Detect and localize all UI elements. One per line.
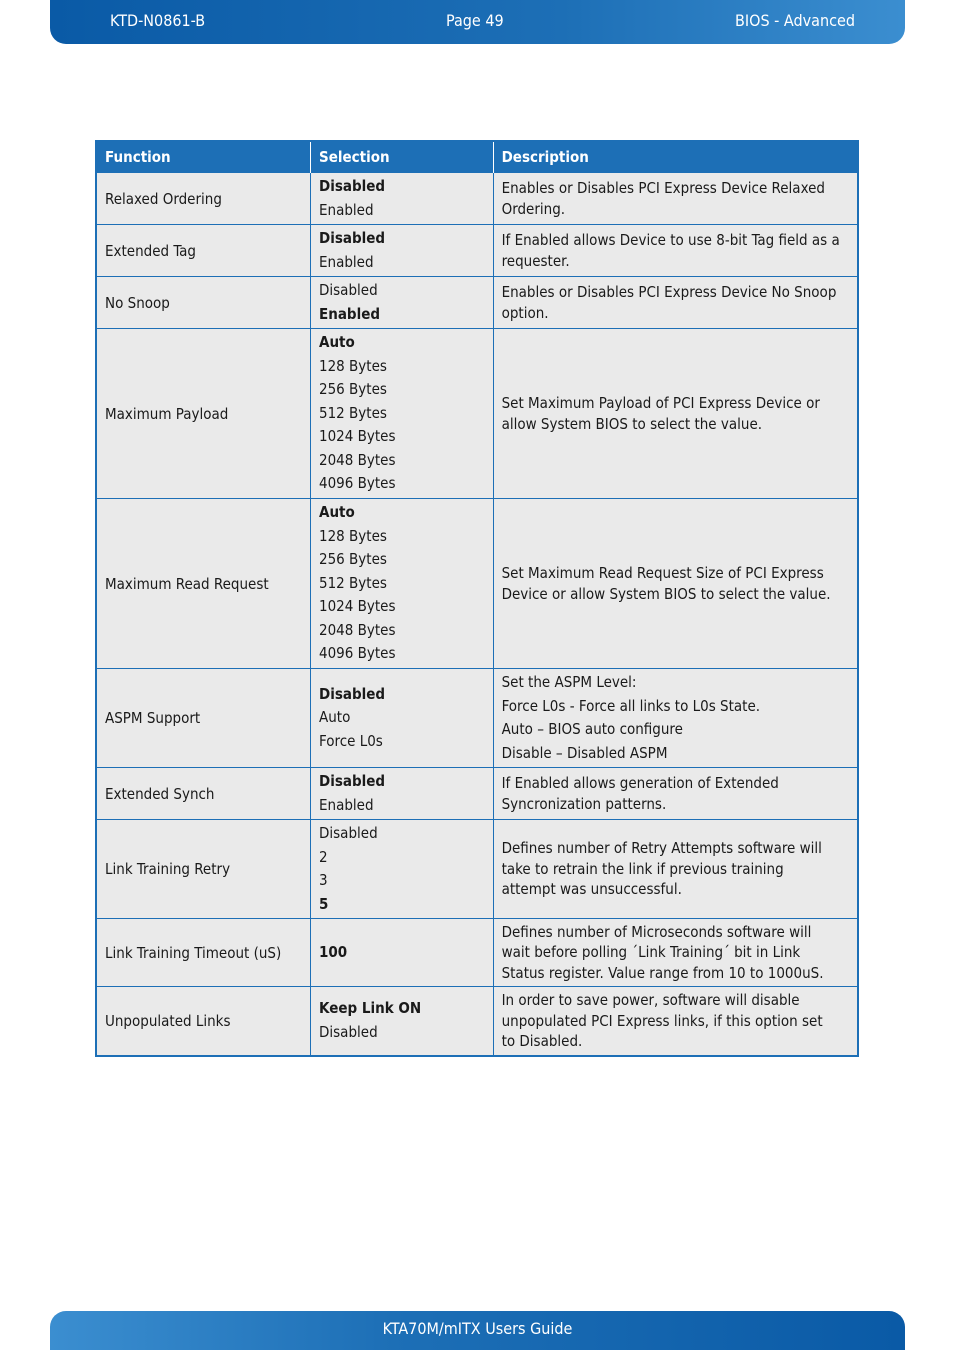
selection-option	[319, 941, 485, 965]
description-cell	[493, 987, 858, 1056]
description-line: Enables or Disables PCI Express Device Relaxed	[501, 179, 825, 197]
document-id: KTD-N0861-B	[110, 11, 206, 30]
selection-cell	[311, 499, 494, 669]
selection-option: 2048 Bytes	[319, 620, 396, 639]
table-row	[96, 277, 858, 329]
description-cell	[493, 820, 858, 919]
selection-option	[319, 893, 485, 917]
description-line: Auto – BIOS auto configure	[501, 720, 683, 738]
table-row	[96, 499, 858, 669]
footer-title: KTA70M/mITX Users Guide	[382, 1319, 573, 1338]
selection-option: 4096 Bytes	[319, 474, 396, 493]
function-cell: ASPM Support	[96, 669, 311, 768]
selection-option: Disabled	[319, 824, 378, 842]
default-option: Auto	[319, 503, 355, 522]
description-line: allow System BIOS to select the value.	[501, 414, 763, 433]
description-cell	[493, 277, 858, 329]
selection-option: Enabled	[319, 200, 374, 219]
function-cell: Unpopulated Links	[96, 987, 311, 1056]
selection-option: 512 Bytes	[319, 403, 387, 422]
function-cell: Extended Synch	[96, 768, 311, 820]
default-option: Enabled	[319, 304, 381, 323]
description-line: requester.	[501, 251, 570, 270]
selection-option	[319, 997, 485, 1021]
table-body	[96, 173, 858, 1056]
selection-option	[319, 175, 485, 199]
table-row	[96, 225, 858, 277]
page-number: Page 49	[446, 11, 504, 30]
selection-option: 256 Bytes	[319, 380, 387, 399]
default-option: Keep Link ON	[319, 999, 422, 1018]
selection-cell	[311, 277, 494, 329]
default-option: Disabled	[319, 772, 386, 790]
table-row	[96, 329, 858, 499]
selection-cell	[311, 987, 494, 1056]
column-header-description: Description	[493, 141, 858, 173]
description-cell	[493, 173, 858, 225]
selection-cell	[311, 329, 494, 499]
description-line: In order to save power, software will disable	[501, 991, 800, 1009]
selection-option: 128 Bytes	[319, 356, 387, 375]
function-cell: Relaxed Ordering	[96, 173, 311, 225]
selection-option	[319, 303, 485, 327]
function-cell: Link Training Timeout (uS)	[96, 919, 311, 987]
selection-option	[319, 683, 485, 707]
function-cell: Maximum Payload	[96, 329, 311, 499]
selection-option: 256 Bytes	[319, 550, 387, 569]
default-option: Auto	[319, 333, 355, 352]
description-line: If Enabled allows Device to use 8-bit Tag field as a	[501, 231, 840, 249]
description-line: Ordering.	[501, 199, 566, 218]
description-line: unpopulated PCI Express links, if this option set	[501, 1011, 823, 1030]
selection-cell	[311, 669, 494, 768]
description-cell	[493, 669, 858, 768]
selection-option	[319, 770, 485, 794]
selection-option: 4096 Bytes	[319, 644, 396, 663]
table-row	[96, 173, 858, 225]
selection-option: 1024 Bytes	[319, 597, 396, 616]
default-option: Disabled	[319, 229, 386, 247]
default-option: 5	[319, 894, 329, 913]
selection-cell	[311, 820, 494, 919]
function-cell: Maximum Read Request	[96, 499, 311, 669]
selection-option	[319, 331, 485, 355]
description-line: Set Maximum Read Request Size of PCI Express	[501, 564, 824, 582]
selection-option: 3	[319, 871, 328, 889]
function-cell: No Snoop	[96, 277, 311, 329]
selection-cell	[311, 173, 494, 225]
selection-option	[319, 227, 485, 251]
selection-option: Disabled	[319, 1022, 378, 1041]
column-header-function: Function	[96, 141, 311, 173]
description-cell	[493, 499, 858, 669]
description-line: Defines number of Microseconds software will	[501, 922, 812, 941]
table-row	[96, 669, 858, 768]
selection-option: 128 Bytes	[319, 526, 387, 545]
table-row	[96, 768, 858, 820]
table-header-row	[96, 141, 858, 173]
description-line: Syncronization patterns.	[501, 794, 667, 813]
function-cell: Link Training Retry	[96, 820, 311, 919]
selection-option: 2048 Bytes	[319, 450, 396, 469]
description-line: Enables or Disables PCI Express Device No Snoop	[501, 283, 837, 301]
table-row	[96, 820, 858, 919]
selection-option: Enabled	[319, 252, 374, 271]
selection-option: Force L0s	[319, 731, 383, 750]
selection-option: Auto	[319, 708, 351, 727]
default-option: Disabled	[319, 684, 386, 703]
selection-option: 512 Bytes	[319, 573, 387, 592]
description-cell	[493, 329, 858, 499]
selection-option: 2	[319, 847, 328, 866]
description-line: Defines number of Retry Attempts software will	[501, 839, 822, 858]
selection-option: Enabled	[319, 795, 374, 814]
page-header	[50, 0, 905, 44]
selection-cell	[311, 919, 494, 987]
description-line: Device or allow System BIOS to select the value.	[501, 584, 831, 603]
section-title: BIOS - Advanced	[735, 11, 855, 30]
description-cell	[493, 225, 858, 277]
description-line: option.	[501, 303, 549, 322]
default-option: Disabled	[319, 177, 386, 195]
selection-option	[319, 501, 485, 525]
selection-option: Disabled	[319, 281, 378, 299]
table-row	[96, 987, 858, 1056]
description-cell	[493, 768, 858, 820]
description-cell	[493, 919, 858, 987]
page-footer	[50, 1311, 905, 1350]
column-header-selection: Selection	[311, 141, 494, 173]
description-line: wait before polling ´Link Training´ bit in Link	[501, 943, 801, 962]
selection-cell	[311, 225, 494, 277]
description-line: Disable – Disabled ASPM	[501, 743, 668, 762]
description-line: If Enabled allows generation of Extended	[501, 774, 779, 792]
selection-cell	[311, 768, 494, 820]
description-line: to Disabled.	[501, 1032, 583, 1050]
table-row	[96, 919, 858, 987]
description-line: Set Maximum Payload of PCI Express Device or	[501, 394, 820, 412]
description-line: Force L0s - Force all links to L0s State.	[501, 696, 761, 715]
selection-option: 1024 Bytes	[319, 427, 396, 446]
bios-settings-table	[95, 140, 859, 1057]
default-option: 100	[319, 942, 348, 961]
description-line: Status register. Value range from 10 to 1000uS.	[501, 963, 824, 982]
function-cell: Extended Tag	[96, 225, 311, 277]
description-line: take to retrain the link if previous training	[501, 859, 784, 878]
description-line: Set the ASPM Level:	[501, 673, 637, 691]
description-line: attempt was unsuccessful.	[501, 880, 682, 899]
